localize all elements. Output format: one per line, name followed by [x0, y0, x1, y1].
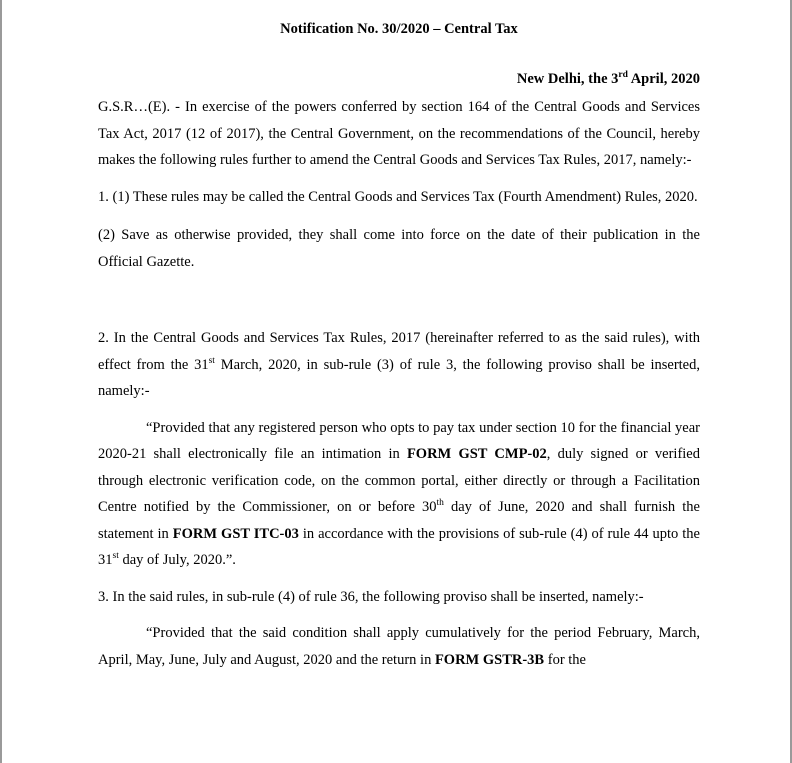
- page-border-left: [0, 0, 2, 763]
- rule-2-sup: st: [208, 355, 215, 366]
- proviso-2-text: “Provided that the said condition shall apply cumulatively for the period February, March, April, May, June, July and August, 2020 and the return in: [98, 625, 700, 668]
- intro-paragraph: G.S.R…(E). - In exercise of the powers conferred by section 164 of the Central Goods and Services Tax Act, 2017 (12 of 2017), the Central Government, on the recommendations of the Council, hereby makes the following rules further to amend the Central Goods and Services Tax Rules, 2017, namely:-: [98, 99, 700, 168]
- notification-title: Notification No. 30/2020 – Central Tax: [280, 21, 518, 37]
- dateline-suffix: April, 2020: [627, 71, 700, 87]
- proviso-1-text-3: day of June, 2020 and shall furnish the statement in: [98, 499, 700, 542]
- proviso-1-sup-1: th: [436, 498, 444, 509]
- proviso-1-text-2: , duly signed or verified through electronic verification code, on the common portal, either directly or through a Facilitation Centre notified by the Commissioner, on or before 30: [98, 446, 700, 515]
- rule-3-paragraph: 3. In the said rules, in sub-rule (4) of rule 36, the following proviso shall be inserted, namely:-: [98, 588, 644, 605]
- rule-2-text: 2. In the Central Goods and Services Tax Rules, 2017 (hereinafter referred to as the said rules), with effect from the 31: [98, 330, 700, 373]
- rule-2-paragraph: [98, 325, 700, 405]
- proviso-1-text-4: in accordance with the provisions of sub-rule (4) of rule 44 upto the 31: [98, 525, 700, 568]
- proviso-2-paragraph: [98, 620, 700, 673]
- dateline-sup: rd: [618, 70, 628, 81]
- proviso-2-text-end: for the: [544, 651, 586, 668]
- form-gst-itc-03: FORM GST ITC-03: [172, 525, 299, 542]
- rule-1-2-paragraph: (2) Save as otherwise provided, they shall come into force on the date of their publication in the Official Gazette.: [98, 227, 700, 270]
- document-body: [98, 16, 700, 673]
- form-gstr-3b: FORM GSTR-3B: [434, 651, 545, 668]
- dateline-text: New Delhi, the 3: [516, 71, 619, 87]
- proviso-1-paragraph: [98, 415, 700, 574]
- proviso-1-text-5: day of July, 2020.”.: [118, 552, 236, 568]
- dateline: [98, 66, 700, 92]
- rule-1-1-paragraph: 1. (1) These rules may be called the Central Goods and Services Tax (Fourth Amendment) Rules, 2020.: [98, 188, 698, 205]
- form-gst-cmp-02: FORM GST CMP-02: [406, 446, 547, 462]
- rule-2-text-end: March, 2020, in sub-rule (3) of rule 3, the following proviso shall be inserted, namely:-: [98, 356, 700, 399]
- proviso-1-sup-2: st: [112, 551, 119, 562]
- proviso-1-text: “Provided that any registered person who opts to pay tax under section 10 for the financial year 2020-21 shall electronically file an intimation in: [98, 419, 700, 462]
